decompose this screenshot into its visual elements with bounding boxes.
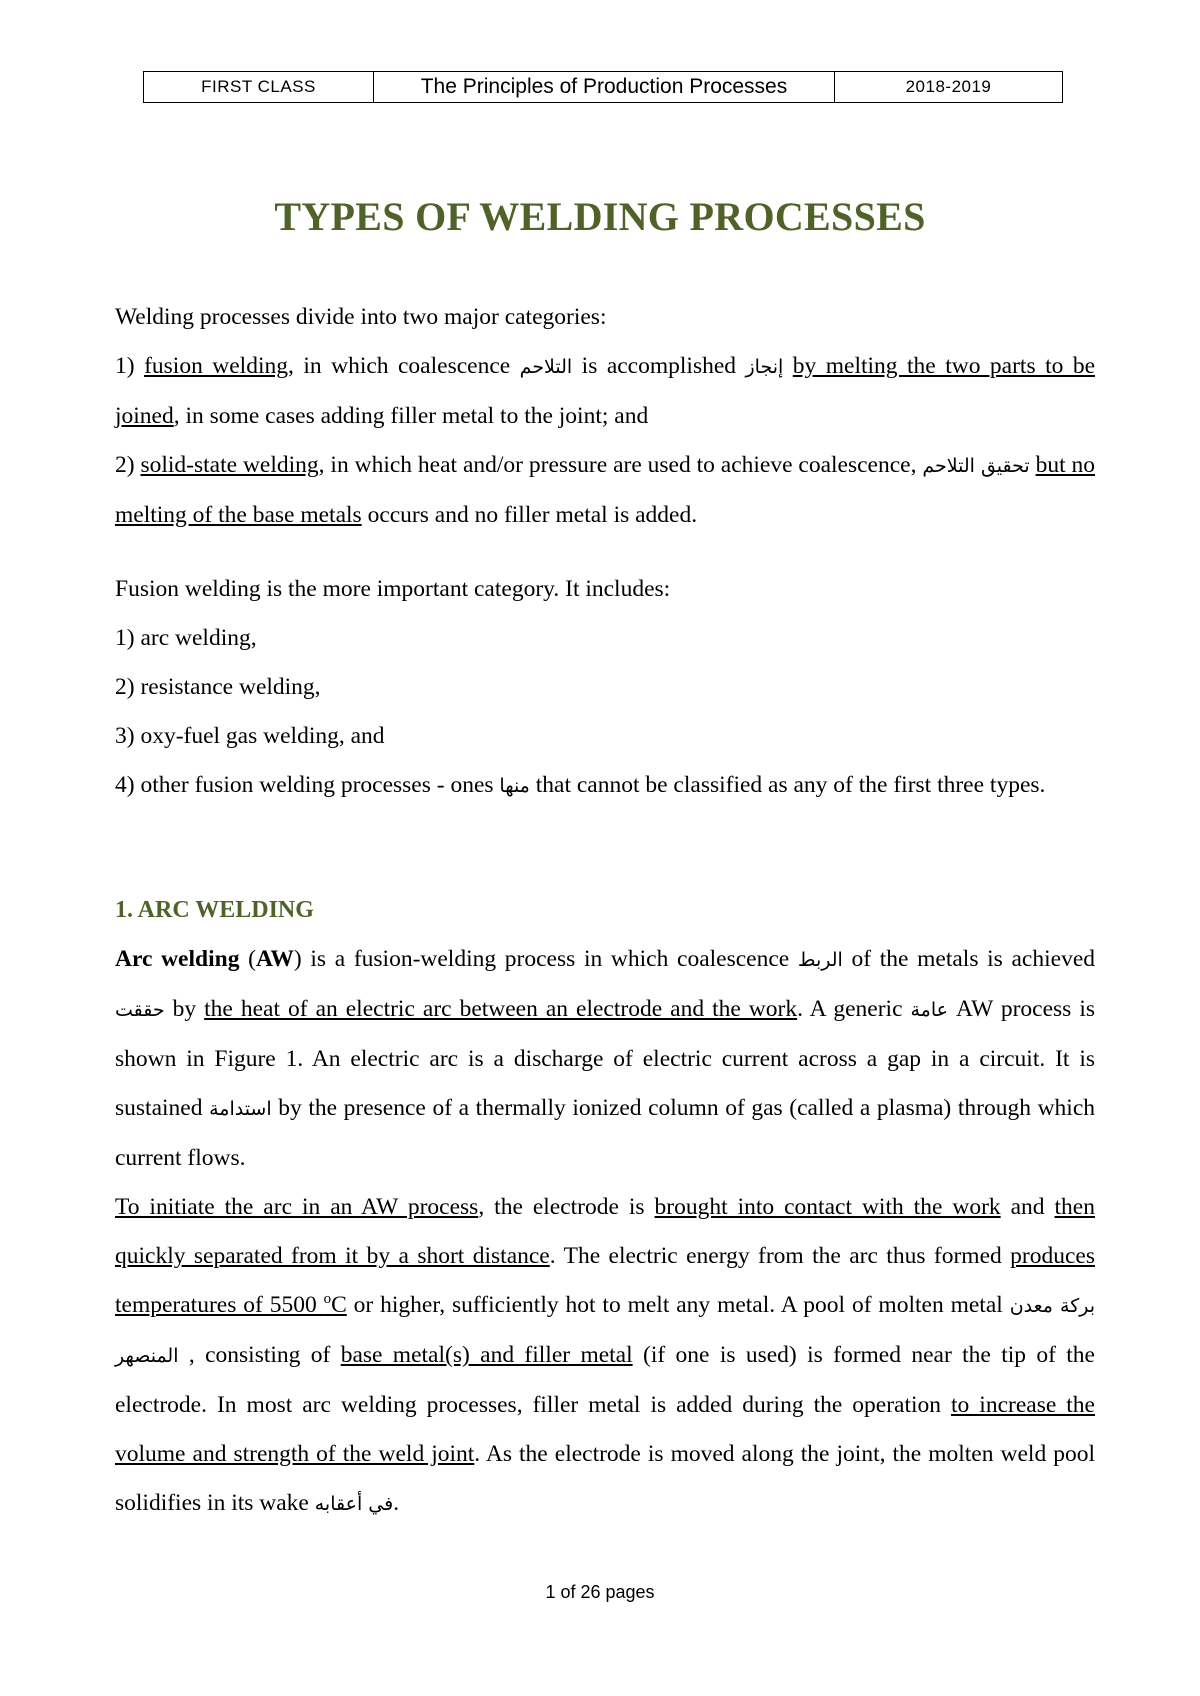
arabic-gloss: حققت xyxy=(115,999,165,1021)
arabic-gloss: بركة معدن المنصهر xyxy=(115,1295,1096,1367)
fusion-lead: Fusion welding is the more important category. It includes: xyxy=(115,576,671,602)
arabic-gloss: إنجاز xyxy=(745,356,784,378)
header-table xyxy=(143,71,1063,103)
arc-welding-paragraph-1: Arc welding (AW) is a fusion-welding process in which coalescence الربط of the metals is achieved حققت by the heat of an electric arc between an electrode and the work. A generic عامة AW process is shown in Figure 1. An electric arc is a discharge of electric current across a gap in a circuit. It is sustained استدامة by the presence of a thermally ionized column of gas (called a plasma) through which current flows. xyxy=(115,946,1096,1171)
arc-welding-section xyxy=(115,886,1095,1529)
fusion-welding-term: fusion welding xyxy=(144,353,288,379)
intro-item-solid-state: 2) solid-state welding, in which heat and/or pressure are used to achieve coalescence, تحقيق التلاحم but no melting of the base metals occurs and no filler metal is added. xyxy=(115,452,1096,528)
intro-block xyxy=(115,293,1095,540)
section-heading: 1. ARC WELDING xyxy=(115,897,314,923)
list-item: 4) other fusion welding processes - ones منها that cannot be classified as any of the first three types. xyxy=(115,772,1046,798)
arabic-gloss: تحقيق التلاحم xyxy=(922,455,1030,477)
arabic-gloss: استدامة xyxy=(209,1098,272,1120)
intro-item-fusion: 1) fusion welding, in which coalescence التلاحم is accomplished إنجاز by melting the two parts to be joined, in some cases adding filler metal to the joint; and xyxy=(115,353,1096,429)
intro-lead: Welding processes divide into two major categories: xyxy=(115,304,607,330)
solid-state-term: solid-state welding xyxy=(140,452,319,478)
arabic-gloss: في أعقابه xyxy=(314,1493,394,1515)
header-class-cell: FIRST CLASS xyxy=(144,72,374,103)
arabic-gloss: عامة xyxy=(910,999,948,1021)
list-item: 1) arc welding, xyxy=(115,625,257,651)
header-year-cell: 2018-2019 xyxy=(835,72,1063,103)
arabic-gloss: الربط xyxy=(797,949,843,971)
page-title: TYPES OF WELDING PROCESSES xyxy=(274,194,926,239)
list-item: 2) resistance welding, xyxy=(115,674,321,700)
arabic-gloss: منها xyxy=(499,775,530,797)
header-course-cell: The Principles of Production Processes xyxy=(374,72,835,103)
arabic-gloss: التلاحم xyxy=(519,356,573,378)
page-number: 1 of 26 pages xyxy=(545,1582,655,1602)
arc-welding-paragraph-2: To initiate the arc in an AW process, the electrode is brought into contact with the work and then quickly separated from it by a short distance. The electric energy from the arc thus formed produces temperatures of 5500 $^o$C or higher, sufficiently hot to melt any metal. A pool of molten metal بركة معدن المنصهر , consisting of base metal(s) and filler metal (if one is used) is formed near the tip of the electrode. In most arc welding processes, filler metal is added during the operation to increase the volume and strength of the weld joint. As the electrode is moved along the joint, the molten weld pool solidifies in its wake في أعقابه. xyxy=(115,1194,1096,1516)
list-item: 3) oxy-fuel gas welding, and xyxy=(115,723,385,749)
fusion-list-block xyxy=(115,565,1095,811)
